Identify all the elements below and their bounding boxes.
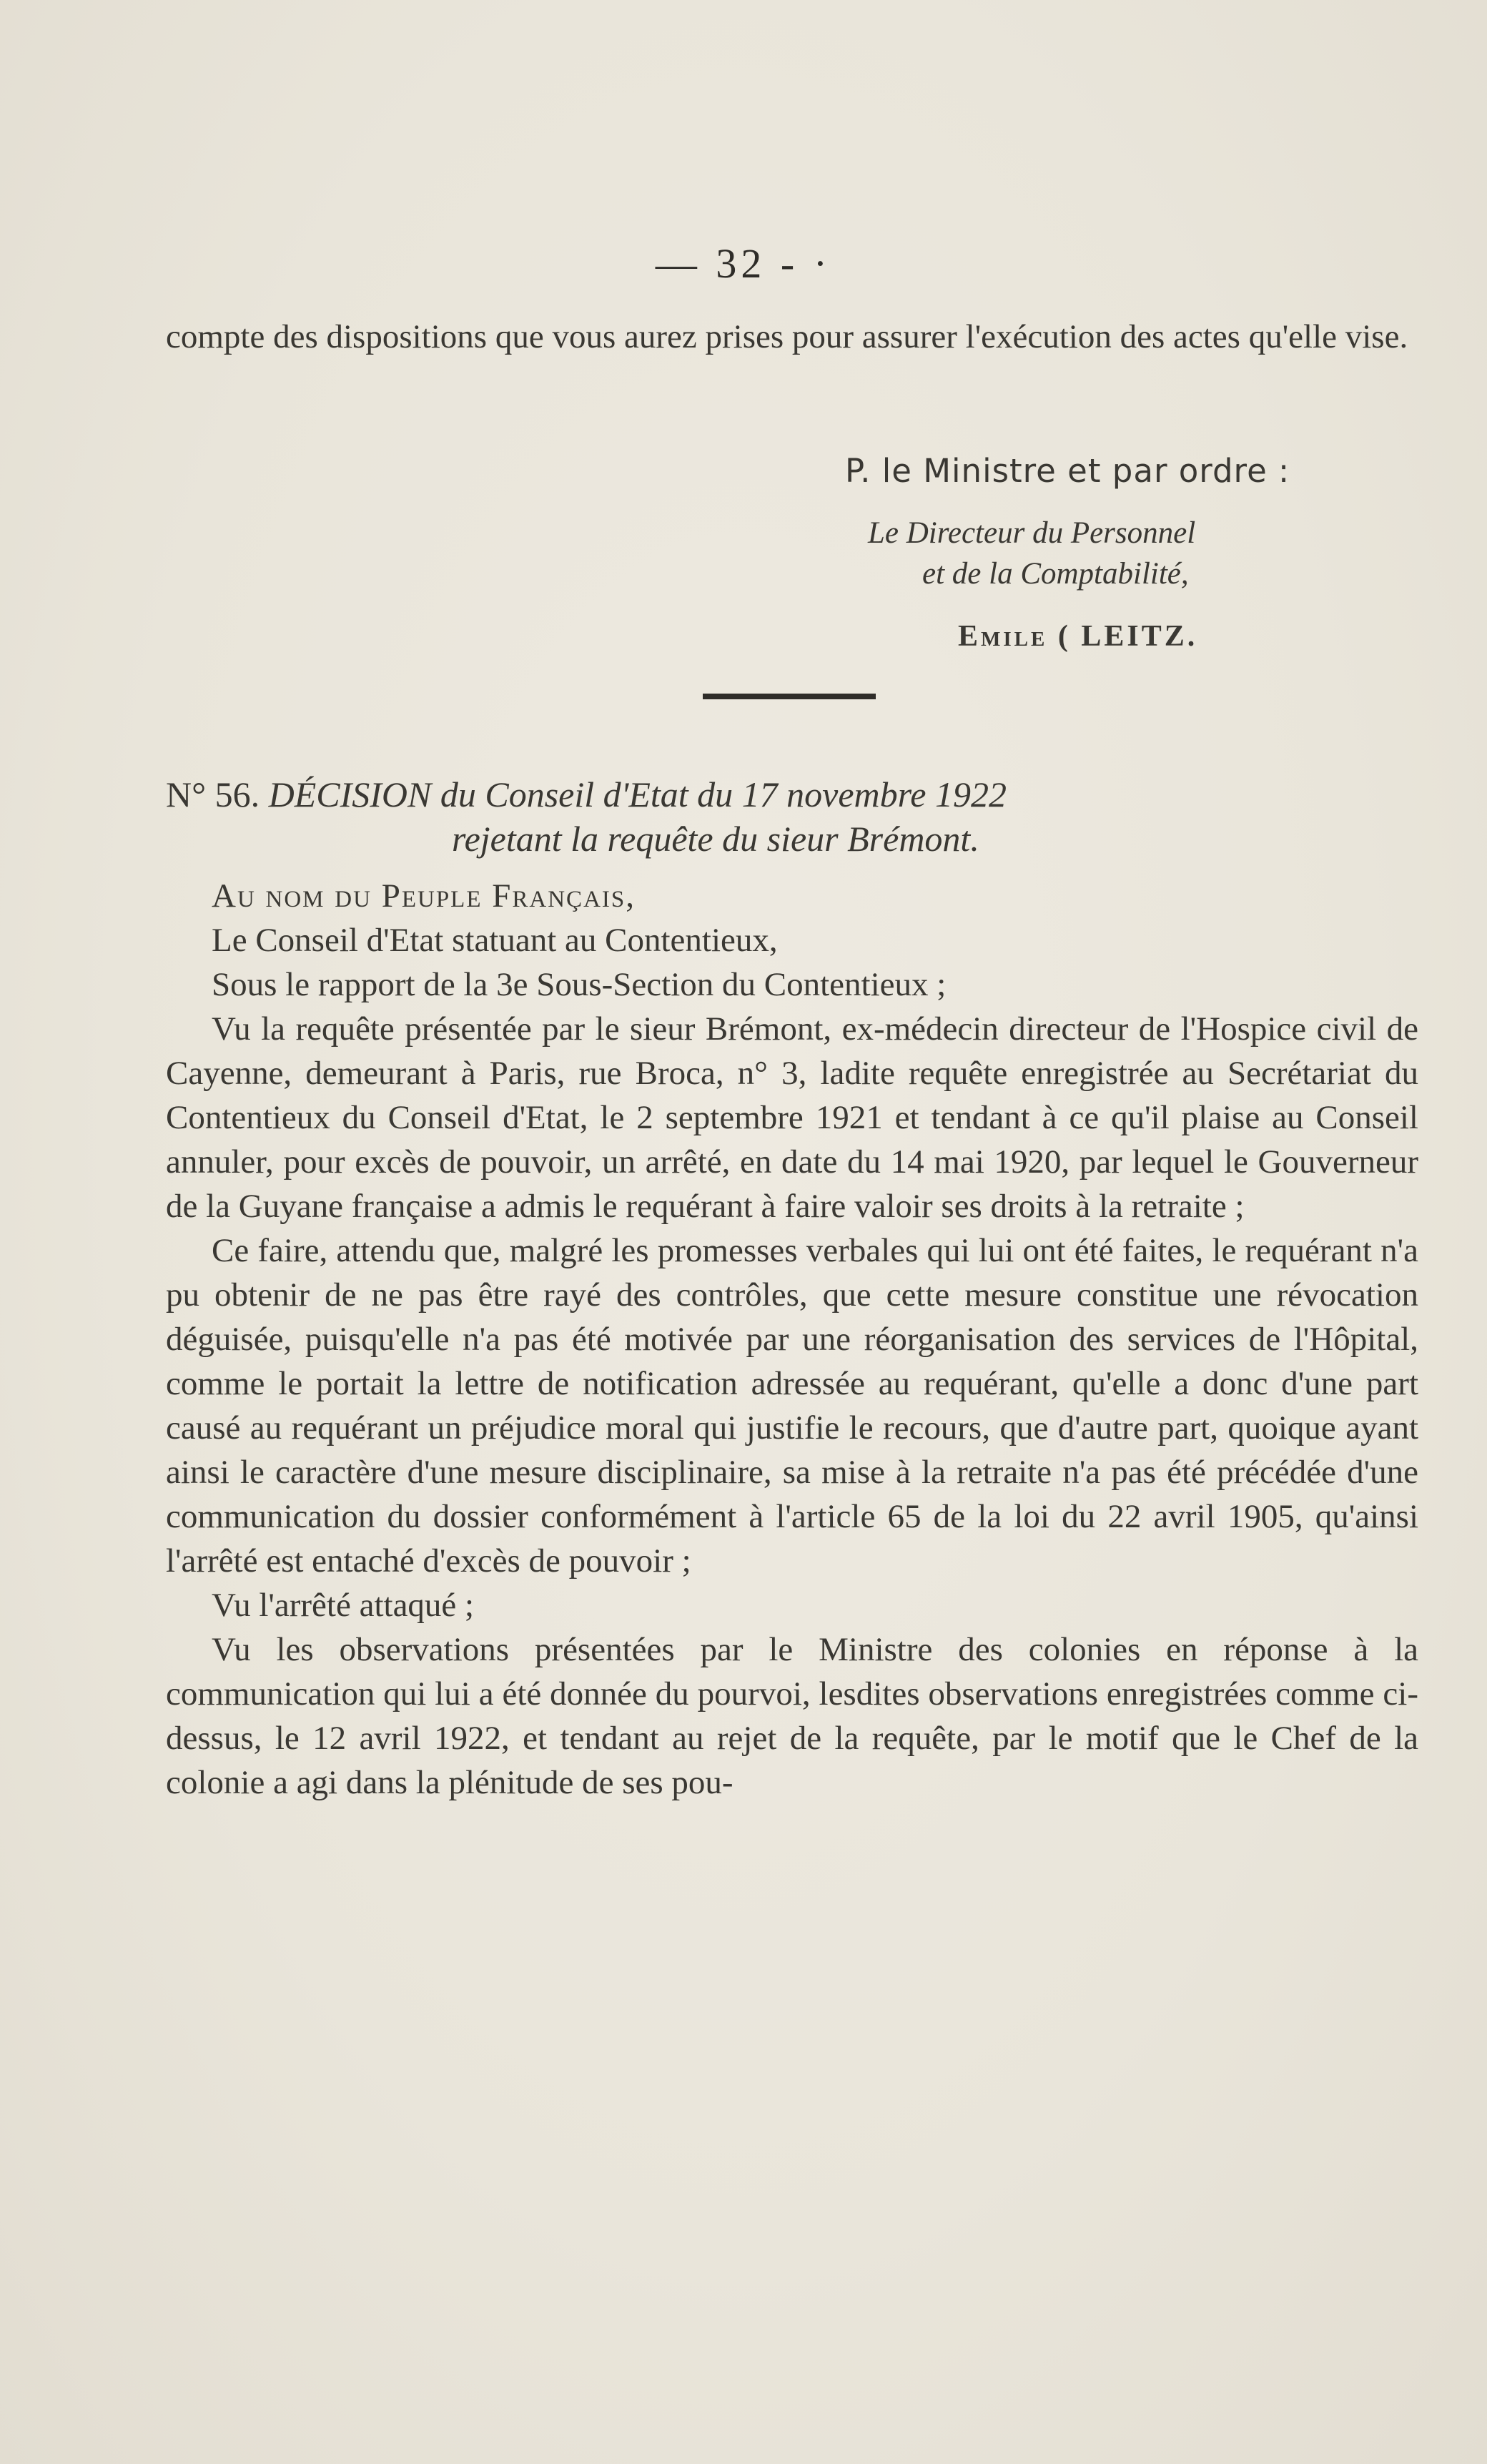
section-divider (703, 694, 876, 699)
signature-line-name: Emile ( LEITZ. (958, 620, 1198, 653)
body-paragraph: Vu l'arrêté attaqué ; (212, 1587, 475, 1624)
body-paragraph: Vu les observations présentées par le Ministre des colonies en réponse à la communication qui lui a été donnée du pourvoi, lesdites observations enregistrées comme ci-dessus, le 12 avril 1922, et tendant au rejet de la requête, par le motif que le Chef de la colonie a agi dans la plénitude de ses pou- (166, 1631, 1418, 1801)
body-paragraph: Le Conseil d'Etat statuant au Contentieux, (212, 922, 778, 959)
decision-heading (166, 772, 1418, 861)
body-paragraph: Ce faire, attendu que, malgré les promesses verbales qui lui ont été faites, le requérant n'a pu obtenir de ne pas être rayé des contrôles, que cette mesure constitue une révocation déguisée, puisqu'elle n'a pas été motivée par une réorganisation des services de l'Hôpital, comme le portait la lettre de notification adressée au requérant, qu'elle a donc d'une part causé au requérant un préjudice moral qui justifie le recours, que d'autre part, quoique ayant ainsi le caractère d'une mesure disciplinaire, sa mise à la retraite n'a pas été précédée d'une communication du dossier conformément à l'article 65 de la loi du 22 avril 1905, qu'ainsi l'arrêté est entaché d'excès de pouvoir ; (166, 1232, 1418, 1580)
opening-paragraph: compte des dispositions que vous aurez prises pour assurer l'exécution des actes qu'elle vise. (166, 318, 1408, 355)
decision-number: N° 56. (166, 774, 260, 814)
signature-line-director: Le Directeur du Personnel (868, 516, 1196, 550)
signature-line-minister: P. le Ministre et par ordre : (845, 452, 1290, 490)
opening-paragraph-block (166, 315, 1418, 359)
body-paragraph: Sous le rapport de la 3e Sous-Section du Contentieux ; (212, 966, 947, 1003)
body-paragraph: Au nom du Peuple Français, (212, 877, 636, 915)
decision-title-line1: DÉCISION du Conseil d'Etat du 17 novembre 1922 (268, 774, 1007, 814)
signature-line-department: et de la Comptabilité, (922, 557, 1189, 591)
decision-body (166, 874, 1418, 1805)
body-paragraph: Vu la requête présentée par le sieur Brémont, ex-médecin directeur de l'Hospice civil de Cayenne, demeurant à Paris, rue Broca, n° 3, ladite requête enregistrée au Secrétariat du Contentieux du Conseil d'Etat, le 2 septembre 1921 et tendant à ce qu'il plaise au Conseil annuler, pour excès de pouvoir, un arrêté, en date du 14 mai 1920, par lequel le Gouverneur de la Guyane française a admis le requérant à faire valoir ses droits à la retraite ; (166, 1010, 1418, 1225)
decision-title-line2: rejetant la requête du sieur Brémont. (452, 819, 979, 859)
page-number: — 32 - · (655, 240, 832, 287)
